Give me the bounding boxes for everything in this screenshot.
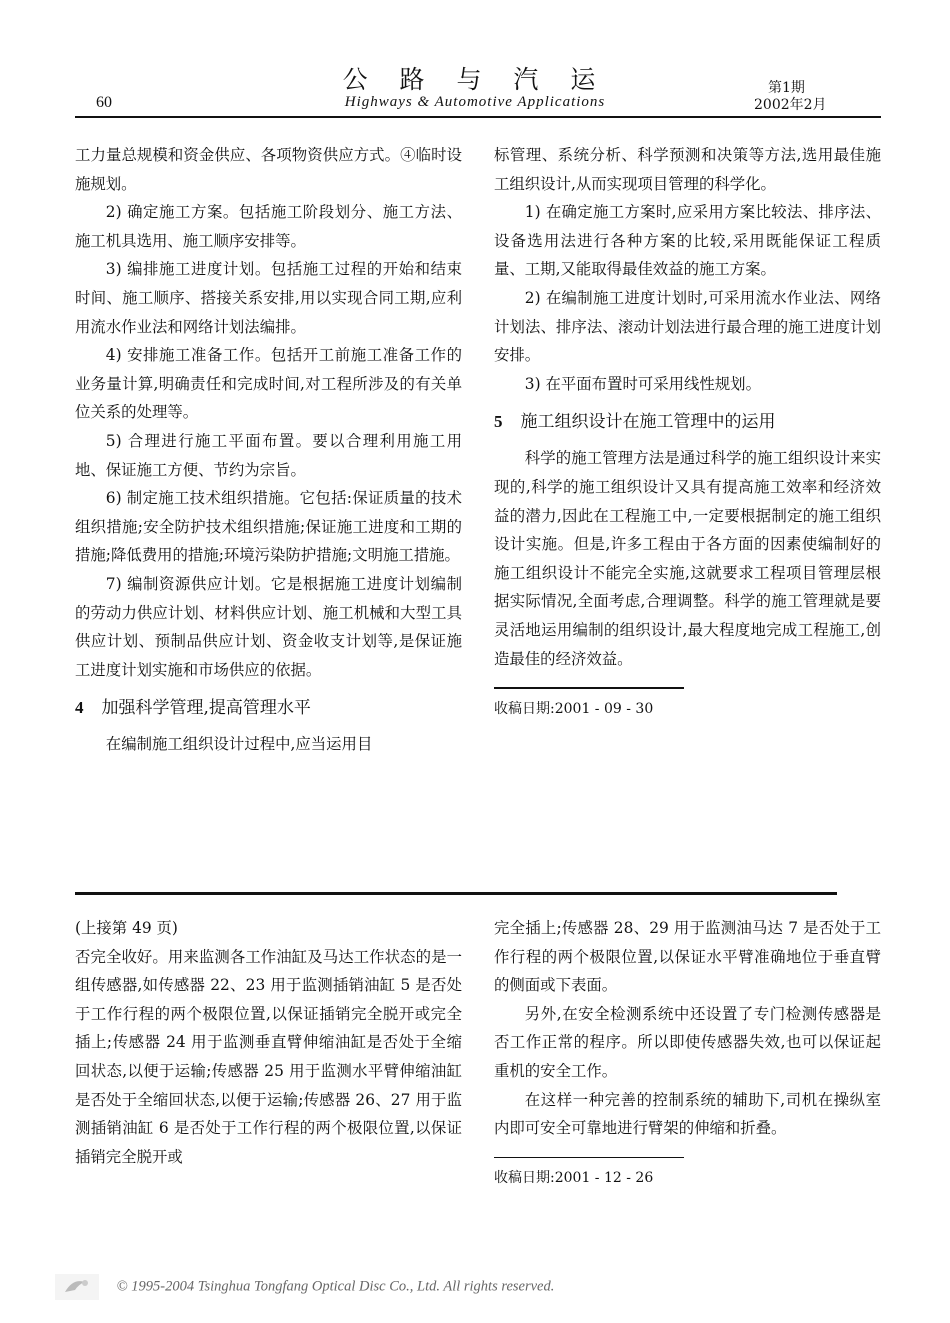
journal-subtitle: Highways & Automotive Applications xyxy=(344,94,606,110)
paragraph: 4) 安排施工准备工作。包括开工前施工准备工作的业务量计算,明确责任和完成时间,对工程所涉及的有关单位关系的处理等。 xyxy=(75,346,462,422)
page-number: 60 xyxy=(96,94,112,111)
issue-info xyxy=(754,80,827,114)
header-rule xyxy=(75,116,881,118)
cnki-logo-icon xyxy=(55,1274,99,1300)
paragraph: 否完全收好。用来监测各工作油缸及马达工作状态的是一组传感器,如传感器 22、23 用于监测插销油缸 5 是否处于工作行程的两个极限位置,以保证插销完全脱开或完全插上;传感器 24 用于监测垂直臂伸缩油缸是否处于全缩回状态,以便于运输;传感器 25 用于监测水平臂伸缩油缸是否处于全缩回状态,以便于运输;传感器 26、27 用于监测插销油缸 6 是否处于工作行程的两个极限位置,以保证插销完全脱开或 xyxy=(75,947,462,1166)
paragraph: 2) 确定施工方案。包括施工阶段划分、施工方法、施工机具选用、施工顺序安排等。 xyxy=(75,203,462,250)
footnote-rule xyxy=(494,687,684,689)
article2-left-column xyxy=(75,914,462,1171)
paragraph: 在这样一种完善的控制系统的辅助下,司机在操纵室内即可安全可靠地进行臂架的伸缩和折叠。 xyxy=(494,1090,881,1138)
paragraph: 5) 合理进行施工平面布置。要以合理利用施工用地、保证施工方便、节约为宗旨。 xyxy=(75,431,462,479)
footnote-rule xyxy=(494,1157,684,1159)
issue-number: 第1期 xyxy=(768,80,805,96)
paragraph: 另外,在安全检测系统中还设置了专门检测传感器是否工作正常的程序。所以即使传感器失效,也可以保证起重机的安全工作。 xyxy=(494,1004,881,1080)
paragraph: 6) 制定施工技术组织措施。它包括:保证质量的技术组织措施;安全防护技术组织措施;保证施工进度和工期的措施;降低费用的措施;环境污染防护措施;文明施工措施。 xyxy=(75,489,462,565)
paragraph: 工力量总规模和资金供应、各项物资供应方式。④临时设施规划。 xyxy=(75,146,462,193)
section-heading xyxy=(75,694,462,722)
continued-from-note: (上接第 49 页) xyxy=(75,919,178,937)
section-number: 4 xyxy=(75,698,84,718)
article-separator xyxy=(75,892,837,895)
received-date: 收稿日期:2001 - 12 - 26 xyxy=(494,1170,654,1187)
paragraph: 3) 在平面布置时可采用线性规划。 xyxy=(524,374,761,393)
article1-left-column xyxy=(75,141,462,759)
paragraph: 3) 编排施工进度计划。包括施工过程的开始和结束时间、施工顺序、搭接关系安排,用以实现合同工期,应利用流水作业法和网络计划法编排。 xyxy=(75,260,462,336)
paragraph: 在编制施工组织设计过程中,应当运用目 xyxy=(105,735,373,754)
paragraph: 2) 在编制施工进度计划时,可采用流水作业法、网络计划法、排序法、滚动计划法进行最合理的施工进度计划安排。 xyxy=(494,288,881,365)
paragraph: 1) 在确定施工方案时,应采用方案比较法、排序法、设备选用法进行各种方案的比较,采用既能保证工程质量、工期,又能取得最佳效益的施工方案。 xyxy=(494,203,881,279)
copyright-text: © 1995-2004 Tsinghua Tongfang Optical Disc Co., Ltd. All rights reserved. xyxy=(116,1278,555,1295)
paragraph: 7) 编制资源供应计划。它是根据施工进度计划编制的劳动力供应计划、材料供应计划、施工机械和大型工具供应计划、预制品供应计划、资金收支计划等,是保证施工进度计划实施和市场供应的依据。 xyxy=(75,574,462,679)
journal-title: 公 路 与 汽 运 xyxy=(342,65,608,94)
paragraph: 科学的施工管理方法是通过科学的施工组织设计来实现的,科学的施工组织设计又具有提高施工效率和经济效益的潜力,因此在工程施工中,一定要根据制定的施工组织设计实施。但是,许多工程由于各方面的因素使编制好的施工组织设计不能完全实施,这就要求工程项目管理层根据实际情况,全面考虑,合理调整。科学的施工管理就是要灵活地运用编制的组织设计,最大程度地完成工程施工,创造最佳的经济效益。 xyxy=(494,449,881,668)
footer xyxy=(55,1274,554,1300)
section-title: 施工组织设计在施工管理中的运用 xyxy=(520,412,776,433)
paragraph: 标管理、系统分析、科学预测和决策等方法,选用最佳施工组织设计,从而实现项目管理的科学化。 xyxy=(494,146,881,193)
article2-right-column xyxy=(494,914,881,1192)
received-date: 收稿日期:2001 - 09 - 30 xyxy=(494,700,654,717)
paragraph: 完全插上;传感器 28、29 用于监测油马达 7 是否处于工作行程的两个极限位置,以保证水平臂准确地位于垂直臂的侧面或下表面。 xyxy=(494,919,881,995)
section-number: 5 xyxy=(494,412,503,432)
issue-date: 2002年2月 xyxy=(754,97,827,113)
section-title: 加强科学管理,提高管理水平 xyxy=(101,698,311,719)
article1-right-column xyxy=(494,141,881,723)
section-heading xyxy=(494,408,881,436)
